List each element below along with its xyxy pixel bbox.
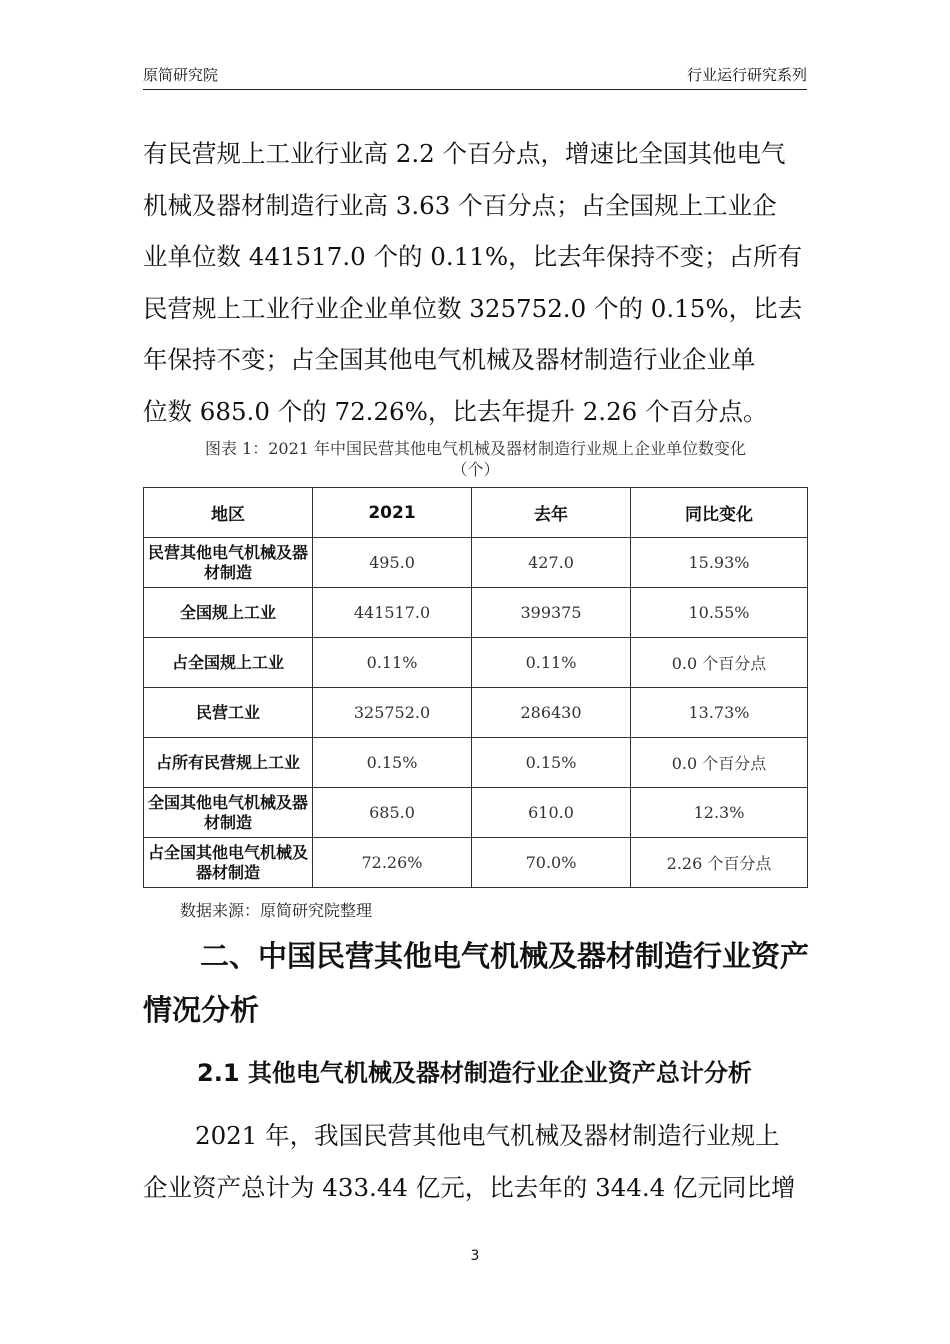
- cell-last-year: 427.0: [472, 538, 631, 588]
- cell-change: 2.26 个百分点: [631, 838, 808, 888]
- column-header-change: 同比变化: [631, 488, 808, 538]
- paragraph-line: 年保持不变；占全国其他电气机械及器材制造行业企业单: [143, 345, 756, 374]
- caption-unit: （个）: [451, 460, 500, 479]
- cell-last-year: 70.0%: [472, 838, 631, 888]
- row-region: 全国其他电气机械及器材制造: [144, 788, 313, 838]
- row-region: 全国规上工业: [144, 588, 313, 638]
- row-region: 占所有民营规上工业: [144, 738, 313, 788]
- cell-last-year: 399375: [472, 588, 631, 638]
- cell-2021: 685.0: [313, 788, 472, 838]
- table-row: [144, 738, 808, 788]
- data-source-note: 数据来源：原简研究院整理: [180, 901, 373, 920]
- cell-last-year: 286430: [472, 688, 631, 738]
- table-row: [144, 638, 808, 688]
- intro-paragraph: [143, 128, 808, 437]
- column-header-last-year: 去年: [472, 488, 631, 538]
- paragraph-line: 2021 年，我国民营其他电气机械及器材制造行业规上: [195, 1121, 780, 1150]
- cell-change: 13.73%: [631, 688, 808, 738]
- paragraph-line: 机械及器材制造行业高 3.63 个百分点；占全国规上工业企: [143, 190, 777, 220]
- body-paragraph: [143, 1110, 808, 1213]
- caption-title: 图表 1：2021 年中国民营其他电气机械及器材制造行业规上企业单位数变化: [204, 439, 747, 458]
- column-header-2021: 2021: [313, 488, 472, 538]
- cell-change: 0.0 个百分点: [631, 738, 808, 788]
- cell-2021: 495.0: [313, 538, 472, 588]
- table-header-row: [144, 488, 808, 538]
- cell-2021: 0.15%: [313, 738, 472, 788]
- paragraph-line: 有民营规上工业行业高 2.2 个百分点，增速比全国其他电气: [143, 139, 786, 168]
- header-org-name: 原简研究院: [143, 66, 219, 84]
- row-region: 占全国规上工业: [144, 638, 313, 688]
- row-region: 民营其他电气机械及器材制造: [144, 538, 313, 588]
- header-series-name: 行业运行研究系列: [686, 66, 807, 84]
- cell-2021: 325752.0: [313, 688, 472, 738]
- row-region: 占全国其他电气机械及器材制造: [144, 838, 313, 888]
- section-heading: [143, 929, 808, 1037]
- cell-last-year: 0.15%: [472, 738, 631, 788]
- paragraph-line: 位数 685.0 个的 72.26%，比去年提升 2.26 个百分点。: [143, 396, 768, 426]
- cell-change: 10.55%: [631, 588, 808, 638]
- subsection-heading: 2.1 其他电气机械及器材制造行业企业资产总计分析: [197, 1059, 752, 1087]
- paragraph-line: 业单位数 441517.0 个的 0.11%，比去年保持不变；占所有: [143, 242, 803, 271]
- cell-2021: 0.11%: [313, 638, 472, 688]
- cell-last-year: 0.11%: [472, 638, 631, 688]
- paragraph-line: 民营规上工业行业企业单位数 325752.0 个的 0.15%，比去: [143, 293, 803, 323]
- enterprise-count-table: [143, 487, 808, 888]
- cell-change: 0.0 个百分点: [631, 638, 808, 688]
- table-row: [144, 688, 808, 738]
- table-row: [144, 588, 808, 638]
- page-number: 3: [470, 1248, 480, 1264]
- header-divider: [143, 89, 807, 90]
- cell-2021: 72.26%: [313, 838, 472, 888]
- cell-change: 12.3%: [631, 788, 808, 838]
- table-row: [144, 788, 808, 838]
- cell-2021: 441517.0: [313, 588, 472, 638]
- paragraph-line: 企业资产总计为 433.44 亿元，比去年的 344.4 亿元同比增: [143, 1172, 796, 1202]
- section-heading-line: 二、中国民营其他电气机械及器材制造行业资产: [200, 939, 810, 973]
- cell-last-year: 610.0: [472, 788, 631, 838]
- table-caption: [143, 438, 808, 480]
- row-region: 民营工业: [144, 688, 313, 738]
- table-row: [144, 538, 808, 588]
- section-heading-line: 情况分析: [143, 993, 260, 1027]
- cell-change: 15.93%: [631, 538, 808, 588]
- table-row: [144, 838, 808, 888]
- column-header-region: 地区: [144, 488, 313, 538]
